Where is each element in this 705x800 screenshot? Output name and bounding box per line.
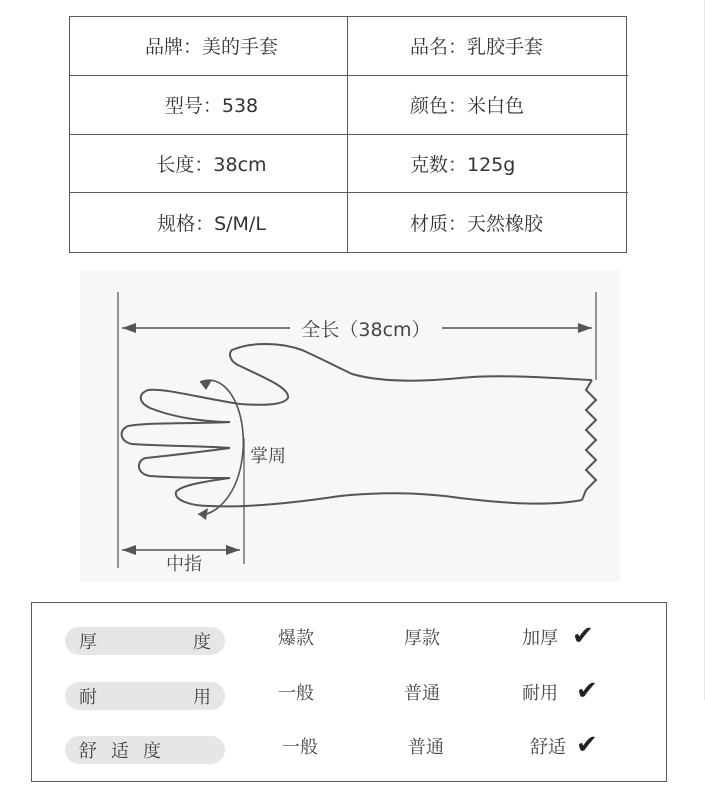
- spec-model: 型号：538: [70, 76, 348, 135]
- glove-illustration: [80, 270, 620, 582]
- spec-color: 颜色：米白色: [348, 76, 628, 135]
- row-label-pill: [65, 627, 225, 655]
- cell-col-2: 普通: [404, 683, 440, 704]
- row-label-char: 度: [143, 741, 161, 762]
- check-icon: ✔: [576, 676, 598, 706]
- spec-length: 长度：38cm: [70, 135, 348, 194]
- row-label-char: 舒: [79, 741, 97, 762]
- palm-circumference-label: 掌周: [250, 446, 286, 467]
- comparison-row-comfort: [32, 729, 666, 769]
- cell-col-3: 耐用: [522, 683, 558, 704]
- row-label-char: 厚: [79, 632, 97, 653]
- cell-col-1: 一般: [278, 683, 314, 704]
- cell-col-2: 普通: [408, 737, 444, 758]
- cell-col-2: 厚款: [404, 628, 440, 649]
- cell-col-1: 一般: [282, 737, 318, 758]
- middle-finger-label: 中指: [166, 554, 202, 575]
- spec-size: 规格：S/M/L: [70, 193, 348, 252]
- row-label-pill: [65, 736, 225, 764]
- spec-brand: 品牌：美的手套: [70, 17, 348, 76]
- spec-material: 材质：天然橡胶: [410, 213, 544, 236]
- cell-col-1: 爆款: [278, 628, 314, 649]
- specs-table: [69, 16, 627, 253]
- cell-col-3: 舒适: [530, 737, 566, 758]
- row-label-char: 适: [111, 741, 129, 762]
- check-icon: ✔: [576, 730, 598, 760]
- spec-weight: 克数：125g: [348, 135, 628, 194]
- spec-product-name: 品名：乳胶手套: [348, 17, 628, 76]
- comparison-row-thickness: [32, 620, 666, 660]
- row-label-char: 耐: [79, 687, 97, 708]
- check-icon: ✔: [572, 621, 594, 651]
- glove-diagram: [80, 270, 620, 582]
- full-length-label: 全长（38cm）: [301, 319, 431, 341]
- cell-col-3: 加厚: [522, 628, 558, 649]
- row-label-char: 度: [193, 632, 211, 653]
- comparison-row-durability: [32, 675, 666, 715]
- comparison-table: [31, 602, 667, 782]
- row-label-pill: [65, 682, 225, 710]
- row-label-char: 用: [193, 687, 211, 708]
